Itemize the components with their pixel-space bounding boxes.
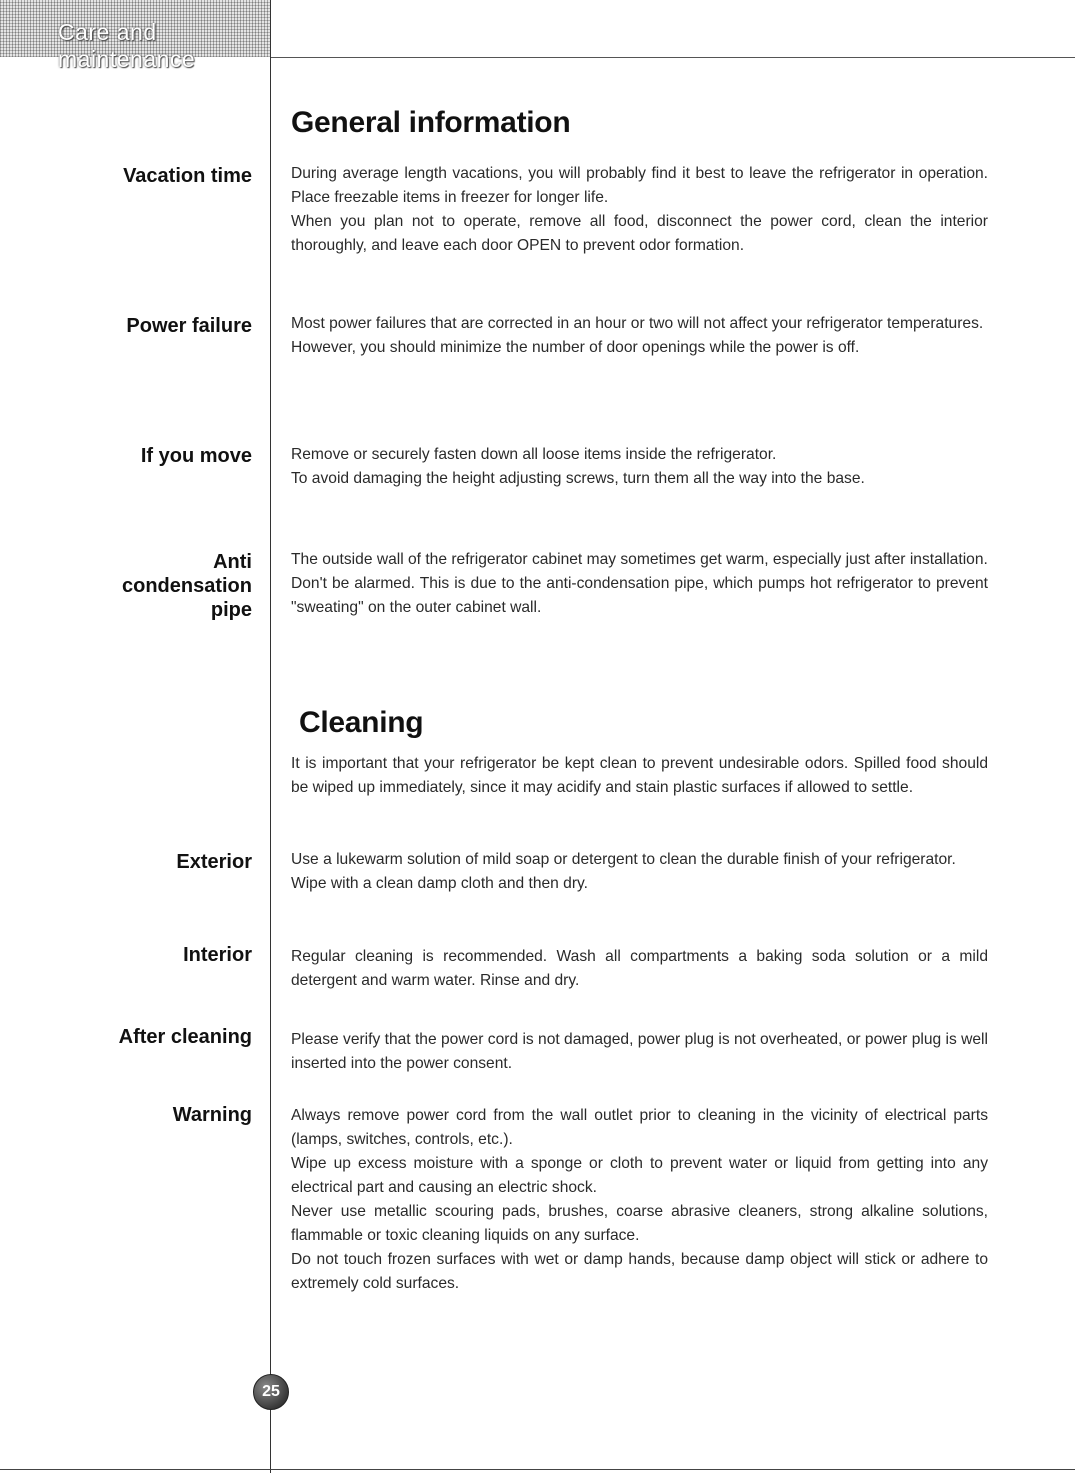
- label-exterior: Exterior: [176, 851, 252, 873]
- column-divider: [270, 0, 271, 1473]
- paragraph-line: Don't be alarmed. This is due to the anti-condensation pipe, which pumps hot refrigerator to prevent "sweating" on the outer cabinet wall.: [291, 575, 988, 616]
- header-rule: [270, 57, 1075, 58]
- paragraph-after-cleaning: [291, 1028, 988, 1076]
- heading-cleaning: Cleaning: [299, 706, 424, 739]
- label-after-cleaning: After cleaning: [118, 1026, 252, 1048]
- paragraph-line: During average length vacations, you will probably find it best to leave the refrigerator in operation. Place freezable items in freezer for longer life.: [291, 165, 988, 206]
- paragraph-line: Use a lukewarm solution of mild soap or detergent to clean the durable finish of your refrigerator.: [291, 851, 956, 868]
- paragraph-line: Never use metallic scouring pads, brushes, coarse abrasive cleaners, strong alkaline solutions, flammable or toxic cleaning liquids on any surface.: [291, 1203, 988, 1244]
- paragraph-power-failure: [291, 312, 988, 360]
- paragraph-line: However, you should minimize the number of door openings while the power is off.: [291, 339, 860, 356]
- paragraph-line: Always remove power cord from the wall outlet prior to cleaning in the vicinity of electrical parts (lamps, switches, controls, etc.).: [291, 1107, 988, 1148]
- paragraph-warning: [291, 1104, 988, 1296]
- paragraph-interior: [291, 945, 988, 993]
- paragraph-line: Wipe up excess moisture with a sponge or cloth to prevent water or liquid from getting into any electrical part and causing an electric shock.: [291, 1155, 988, 1196]
- paragraph-line: Do not touch frozen surfaces with wet or damp hands, because damp object will stick or adhere to extremely cold surfaces.: [291, 1251, 988, 1292]
- paragraph-exterior: [291, 848, 988, 896]
- bottom-rule: [0, 1469, 1075, 1470]
- paragraph-line: Most power failures that are corrected in an hour or two will not affect your refrigerator temperatures.: [291, 315, 984, 332]
- paragraph-line: To avoid damaging the height adjusting screws, turn them all the way into the base.: [291, 470, 865, 487]
- label-power-failure: Power failure: [126, 315, 252, 337]
- section-title: Care and maintenance: [58, 19, 196, 72]
- paragraph-cleaning-intro: [291, 752, 988, 800]
- label-vacation-time: Vacation time: [123, 165, 252, 187]
- label-if-you-move: If you move: [140, 445, 252, 467]
- paragraph-vacation-time: [291, 162, 988, 258]
- label-anti-condensation-pipe: Anti condensation pipe: [121, 551, 252, 621]
- paragraph-line: Wipe with a clean damp cloth and then dry.: [291, 875, 589, 892]
- paragraph-line: Please verify that the power cord is not damaged, power plug is not overheated, or power plug is well inserted into the power consent.: [291, 1031, 988, 1072]
- header-section-tab: [0, 0, 270, 72]
- paragraph-if-you-move: [291, 443, 988, 491]
- paragraph-line: Regular cleaning is recommended. Wash all compartments a baking soda solution or a mild detergent and warm water. Rinse and dry.: [291, 948, 988, 989]
- paragraph-line: When you plan not to operate, remove all food, disconnect the power cord, clean the interior thoroughly, and leave each door OPEN to prevent odor formation.: [291, 213, 988, 254]
- paragraph-anti-condensation-pipe: [291, 548, 988, 620]
- paragraph-line: Remove or securely fasten down all loose items inside the refrigerator.: [291, 446, 777, 463]
- paragraph-line: The outside wall of the refrigerator cabinet may sometimes get warm, especially just after installation.: [291, 551, 988, 568]
- label-interior: Interior: [183, 944, 252, 966]
- heading-general-information: General information: [291, 106, 571, 139]
- page-number-badge: 25: [253, 1374, 289, 1410]
- label-warning: Warning: [172, 1104, 252, 1126]
- paragraph-line: It is important that your refrigerator be kept clean to prevent undesirable odors. Spilled food should be wiped up immediately, since it may acidify and stain plastic surfaces if allowed to settle.: [291, 755, 988, 796]
